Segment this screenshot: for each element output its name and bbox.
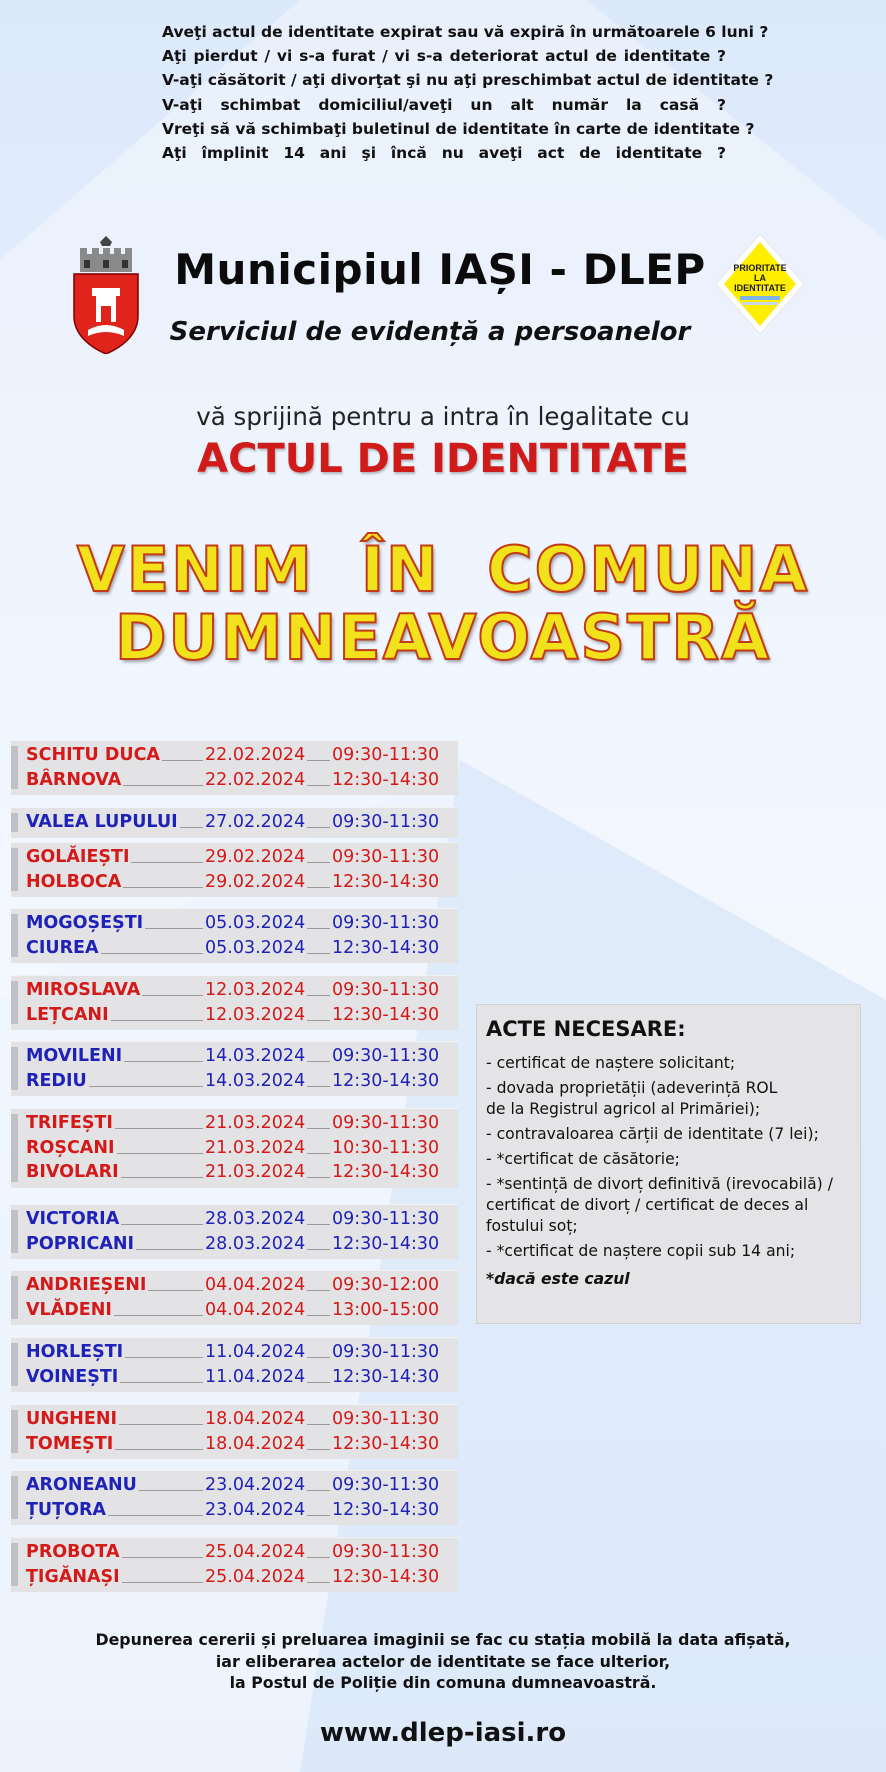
- schedule-row: [11, 1232, 458, 1257]
- schedule-row: [11, 768, 458, 793]
- schedule-group: [11, 1404, 458, 1459]
- visit-date: 23.04.2024: [205, 1475, 306, 1495]
- schedule-group: [11, 740, 458, 795]
- required-documents-panel: [476, 1004, 861, 1324]
- visit-date: 05.03.2024: [205, 937, 306, 958]
- leader-line: [307, 1557, 330, 1558]
- leader-line: [307, 1249, 330, 1250]
- visit-time: 09:30-12:00: [332, 1275, 440, 1295]
- visit-time: 12:30-14:30: [332, 1162, 440, 1182]
- visit-date: 04.04.2024: [205, 1275, 306, 1295]
- priority-badge-icon: [710, 226, 810, 366]
- location-name: MOVILENI: [26, 1046, 123, 1066]
- visit-time: 09:30-11:30: [332, 1046, 440, 1066]
- leader-line: [307, 1128, 330, 1129]
- question-line: Vreţi să vă schimbaţi buletinul de identitate în carte de identitate ?: [162, 119, 755, 138]
- schedule-group: [11, 807, 458, 838]
- schedule-row: [11, 1069, 458, 1094]
- page-title: Municipiul IAȘI - DLEP: [174, 245, 706, 294]
- question-line: Aţi împlinit 14 ani şi încă nu aveţi act de identitate ?: [162, 144, 726, 163]
- visit-date: 22.02.2024: [205, 769, 306, 790]
- leader-line: [307, 1153, 330, 1154]
- leader-line: [142, 995, 203, 996]
- leader-line: [307, 1424, 330, 1425]
- leader-line: [307, 1315, 330, 1316]
- schedule-group: [11, 1204, 458, 1259]
- visit-time: 12:30-14:30: [332, 1433, 440, 1454]
- document-item: - *sentință de divorț definitivă (irevocabilă) / certificat de divorț / certificat de deces al fostului soț;: [486, 1175, 833, 1235]
- leader-line: [307, 953, 330, 954]
- visit-date: 21.03.2024: [205, 1137, 306, 1158]
- location-name: PROBOTA: [26, 1542, 120, 1562]
- visit-date: 18.04.2024: [205, 1409, 306, 1429]
- badge-text-1: PRIORITATE: [733, 263, 787, 273]
- banner-heading: [0, 533, 886, 674]
- schedule-group: [11, 842, 458, 897]
- schedule-row: [11, 1136, 458, 1161]
- location-name: BIVOLARI: [26, 1162, 119, 1182]
- location-name: LEȚCANI: [26, 1004, 109, 1025]
- schedule-row: [11, 1298, 458, 1323]
- schedule-row: [11, 1160, 458, 1185]
- visit-time: 12:30-14:30: [332, 1499, 440, 1520]
- visit-time: 12:30-14:30: [332, 1566, 440, 1587]
- leader-line: [122, 1582, 203, 1583]
- leader-line: [108, 1515, 203, 1516]
- location-name: VICTORIA: [26, 1209, 120, 1229]
- leader-line: [307, 760, 330, 761]
- schedule-group: [11, 1537, 458, 1592]
- visit-date: 23.04.2024: [205, 1499, 306, 1520]
- leader-line: [307, 887, 330, 888]
- visit-date: 21.03.2024: [205, 1162, 306, 1182]
- schedule-row: [11, 1111, 458, 1136]
- leader-line: [307, 1582, 330, 1583]
- schedule-row: [11, 1207, 458, 1232]
- question-list: [162, 20, 774, 165]
- leader-line: [307, 1061, 330, 1062]
- intro-text: vă sprijină pentru a intra în legalitate cu: [196, 402, 690, 431]
- leader-line: [117, 1153, 203, 1154]
- leader-line: [307, 785, 330, 786]
- leader-line: [307, 1382, 330, 1383]
- schedule-row: [11, 978, 458, 1003]
- page-subtitle: Serviciul de evidență a persoanelor: [169, 317, 691, 347]
- visit-time: 12:30-14:30: [332, 1366, 440, 1387]
- visit-time: 10:30-11:30: [332, 1137, 440, 1158]
- visit-time: 09:30-11:30: [332, 745, 440, 765]
- footer-line: iar eliberarea actelor de identitate se face ulterior,: [215, 1651, 671, 1671]
- schedule-row: [11, 1565, 458, 1590]
- footer-info: [0, 1629, 886, 1694]
- leader-line: [120, 1382, 203, 1383]
- location-name: VLĂDENI: [26, 1299, 112, 1320]
- leader-line: [307, 1290, 330, 1291]
- leader-line: [307, 862, 330, 863]
- location-name: MOGOȘEȘTI: [26, 913, 144, 933]
- location-name: VALEA LUPULUI: [26, 812, 178, 832]
- schedule-row: [11, 1540, 458, 1565]
- schedule-row: [11, 845, 458, 870]
- schedule-group: [11, 1470, 458, 1525]
- leader-line: [307, 1357, 330, 1358]
- visit-date: 27.02.2024: [205, 812, 306, 832]
- visit-time: 12:30-14:30: [332, 1233, 440, 1254]
- location-name: UNGHENI: [26, 1409, 117, 1429]
- schedule-row: [11, 1407, 458, 1432]
- schedule-group: [11, 1041, 458, 1096]
- visit-time: 09:30-11:30: [332, 1342, 440, 1362]
- location-name: GOLĂIEȘTI: [26, 847, 130, 867]
- schedule-group: [11, 1108, 458, 1188]
- visit-date: 11.04.2024: [205, 1342, 306, 1362]
- visit-date: 29.02.2024: [205, 871, 306, 892]
- leader-line: [124, 1061, 203, 1062]
- leader-line: [101, 953, 203, 954]
- schedule-row: [11, 743, 458, 768]
- leader-line: [307, 1449, 330, 1450]
- visit-time: 09:30-11:30: [332, 1542, 440, 1562]
- documents-note: *dacă este cazul: [486, 1270, 630, 1288]
- visit-time: 12:30-14:30: [332, 871, 440, 892]
- leader-line: [119, 1424, 203, 1425]
- schedule-row: [11, 911, 458, 936]
- leader-line: [115, 1449, 203, 1450]
- location-name: HOLBOCA: [26, 871, 122, 892]
- visit-time: 12:30-14:30: [332, 1004, 440, 1025]
- leader-line: [307, 1177, 330, 1178]
- leader-line: [307, 827, 330, 828]
- document-item: - *certificat de căsătorie;: [486, 1150, 680, 1168]
- leader-line: [122, 1557, 203, 1558]
- schedule-row: [11, 1473, 458, 1498]
- schedule-row: [11, 1498, 458, 1523]
- location-name: SCHITU DUCA: [26, 745, 160, 765]
- footer-line: la Postul de Poliție din comuna dumneavoastră.: [229, 1673, 657, 1692]
- schedule-row: [11, 1273, 458, 1298]
- leader-line: [307, 1020, 330, 1021]
- document-item: - *certificat de naștere copii sub 14 ani;: [486, 1242, 796, 1260]
- schedule-row: [11, 870, 458, 895]
- location-name: REDIU: [26, 1070, 87, 1091]
- question-line: V-aţi schimbat domiciliul/aveţi un alt număr la casă ?: [162, 95, 726, 114]
- visit-date: 14.03.2024: [205, 1070, 306, 1091]
- schedule-row: [11, 810, 458, 835]
- question-line: Aveţi actul de identitate expirat sau vă expiră în următoarele 6 luni ?: [162, 23, 769, 41]
- visit-time: 09:30-11:30: [332, 913, 440, 933]
- leader-line: [136, 1249, 203, 1250]
- footer-line: Depunerea cererii și preluarea imaginii se fac cu stația mobilă la data afișată,: [95, 1630, 791, 1649]
- visit-date: 21.03.2024: [205, 1113, 306, 1133]
- leader-line: [125, 1357, 203, 1358]
- visit-date: 11.04.2024: [205, 1366, 306, 1387]
- banner-line-1: VENIM ÎN COMUNA: [76, 533, 810, 606]
- schedule-group: [11, 1337, 458, 1392]
- leader-line: [123, 887, 203, 888]
- required-documents-title: ACTE NECESARE:: [486, 1017, 686, 1041]
- visit-date: 12.03.2024: [205, 1004, 306, 1025]
- website-link[interactable]: www.dlep-iasi.ro: [319, 1718, 567, 1748]
- visit-date: 04.04.2024: [205, 1299, 306, 1320]
- visit-time: 09:30-11:30: [332, 1209, 440, 1229]
- visit-time: 12:30-14:30: [332, 1070, 440, 1091]
- visit-date: 28.03.2024: [205, 1233, 306, 1254]
- document-item: - contravaloarea cărții de identitate (7 lei);: [486, 1125, 819, 1143]
- location-name: TRIFEȘTI: [26, 1113, 113, 1133]
- leader-line: [131, 862, 203, 863]
- leader-line: [307, 1224, 330, 1225]
- leader-line: [307, 995, 330, 996]
- question-line: V-aţi căsătorit / aţi divorţat şi nu aţi preschimbat actul de identitate ?: [162, 71, 774, 90]
- visit-time: 09:30-11:30: [332, 1475, 440, 1495]
- visit-date: 28.03.2024: [205, 1209, 306, 1229]
- visit-date: 25.04.2024: [205, 1542, 306, 1562]
- location-name: ANDRIEȘENI: [26, 1275, 147, 1295]
- visit-date: 18.04.2024: [205, 1433, 306, 1454]
- visit-time: 09:30-11:30: [332, 847, 440, 867]
- visit-time: 13:00-15:00: [332, 1299, 440, 1320]
- visit-time: 09:30-11:30: [332, 1409, 440, 1429]
- leader-line: [114, 1315, 203, 1316]
- leader-line: [123, 785, 203, 786]
- badge-text-2: LA: [754, 273, 766, 283]
- schedule-row: [11, 1432, 458, 1457]
- leader-line: [111, 1020, 203, 1021]
- leader-line: [307, 928, 330, 929]
- leader-line: [307, 1515, 330, 1516]
- document-item: - certificat de naștere solicitant;: [486, 1054, 736, 1072]
- location-name: MIROSLAVA: [26, 980, 141, 1000]
- location-name: HORLEȘTI: [26, 1342, 124, 1362]
- leader-line: [121, 1177, 203, 1178]
- schedule-row: [11, 1003, 458, 1028]
- leader-line: [139, 1490, 203, 1491]
- visit-time: 09:30-11:30: [332, 980, 440, 1000]
- leader-line: [307, 1490, 330, 1491]
- schedule-row: [11, 1340, 458, 1365]
- badge-text-3: IDENTITATE: [734, 283, 786, 293]
- visit-time: 09:30-11:30: [332, 1113, 440, 1133]
- leader-line: [89, 1086, 203, 1087]
- visit-time: 12:30-14:30: [332, 937, 440, 958]
- visit-time: 12:30-14:30: [332, 769, 440, 790]
- schedule-row: [11, 936, 458, 961]
- document-item: - dovada proprietății (adeverință ROL de la Registrul agricol al Primăriei);: [486, 1079, 778, 1118]
- visit-date: 25.04.2024: [205, 1566, 306, 1587]
- schedule-row: [11, 1044, 458, 1069]
- location-name: BÂRNOVA: [26, 769, 122, 790]
- location-name: POPRICANI: [26, 1233, 135, 1254]
- location-name: CIUREA: [26, 937, 99, 958]
- leader-line: [115, 1128, 203, 1129]
- question-line: Aţi pierdut / vi s-a furat / vi s-a deteriorat actul de identitate ?: [162, 47, 726, 66]
- schedule-group: [11, 975, 458, 1030]
- visit-time: 09:30-11:30: [332, 812, 440, 832]
- leader-line: [121, 1224, 203, 1225]
- leader-line: [148, 1290, 203, 1291]
- location-name: ȚIGĂNAȘI: [26, 1566, 120, 1587]
- location-name: VOINEȘTI: [26, 1366, 119, 1387]
- schedule-group: [11, 908, 458, 963]
- schedule-group: [11, 1270, 458, 1325]
- location-name: ȚUȚORA: [26, 1499, 106, 1520]
- visit-date: 05.03.2024: [205, 913, 306, 933]
- location-name: TOMEȘTI: [26, 1433, 114, 1454]
- highlight-title: ACTUL DE IDENTITATE: [197, 436, 689, 482]
- visit-date: 29.02.2024: [205, 847, 306, 867]
- leader-line: [307, 1086, 330, 1087]
- leader-line: [162, 760, 203, 761]
- visit-date: 14.03.2024: [205, 1046, 306, 1066]
- visit-date: 12.03.2024: [205, 980, 306, 1000]
- location-name: ROȘCANI: [26, 1137, 115, 1158]
- banner-line-2: DUMNEAVOASTRĂ: [114, 601, 772, 674]
- leader-line: [145, 928, 203, 929]
- visit-date: 22.02.2024: [205, 745, 306, 765]
- location-name: ARONEANU: [26, 1475, 137, 1495]
- schedule-row: [11, 1365, 458, 1390]
- leader-line: [180, 827, 203, 828]
